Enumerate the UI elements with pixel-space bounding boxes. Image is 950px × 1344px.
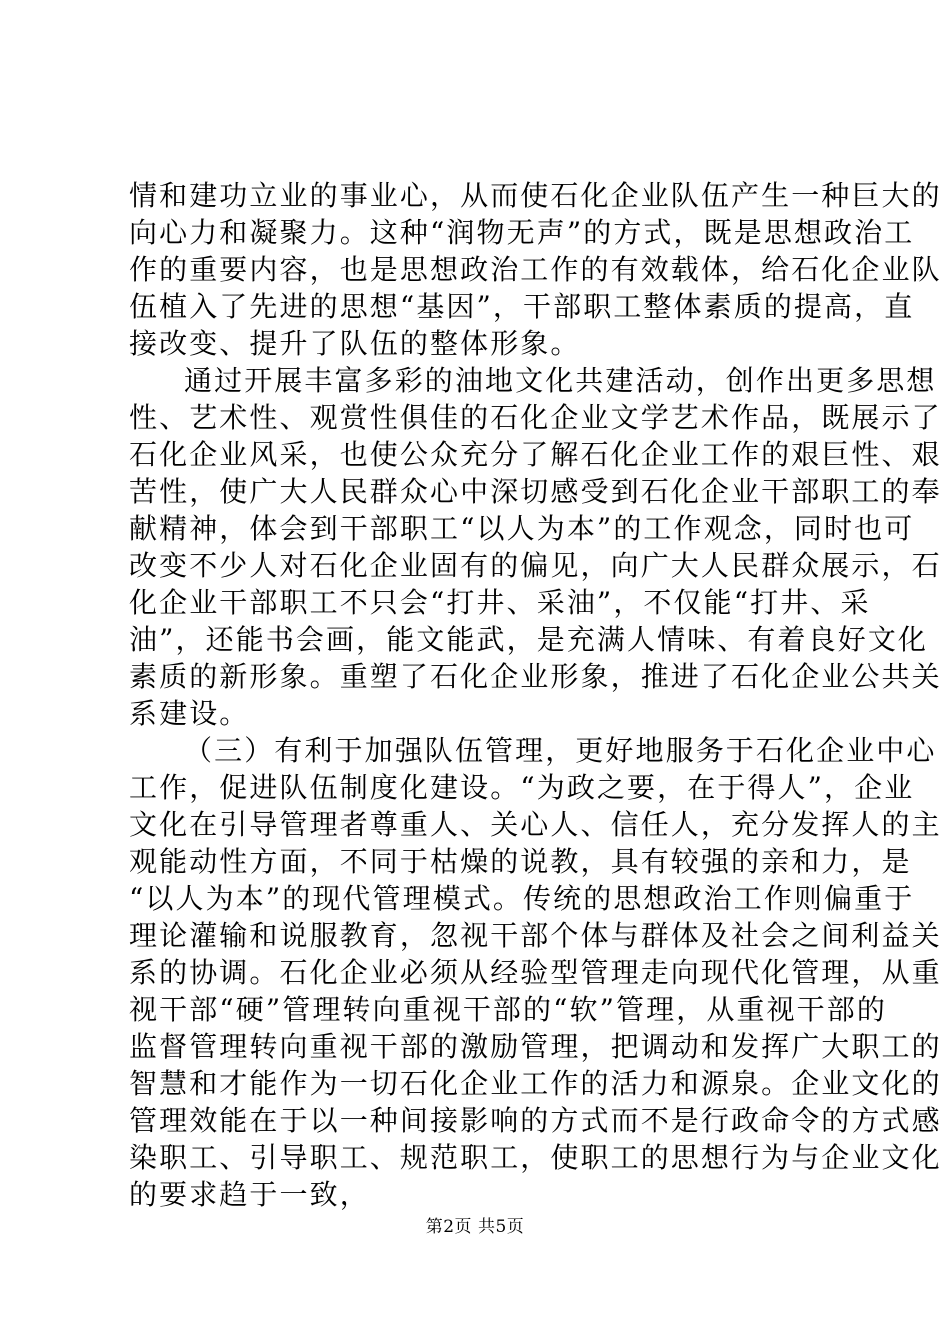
- body-text-line: 改变不少人对石化企业固有的偏见，向广大人民群众展示，石: [129, 549, 942, 582]
- body-text-line: 情和建功立业的事业心，从而使石化企业队伍产生一种巨大的: [129, 179, 942, 212]
- body-text-line: 接改变、提升了队伍的整体形象。: [129, 327, 581, 360]
- body-text-line: 献精神，体会到干部职工“以人为本”的工作观念，同时也可: [129, 512, 915, 545]
- body-text-line: 智慧和才能作为一切石化企业工作的活力和源泉。企业文化的: [129, 1067, 942, 1100]
- body-text-line: 作的重要内容，也是思想政治工作的有效载体，给石化企业队: [129, 253, 942, 286]
- body-text-line: 工作，促进队伍制度化建设。“为政之要，在于得人”，企业: [129, 771, 915, 804]
- body-text-line: 性、艺术性、观赏性俱佳的石化企业文学艺术作品，既展示了: [129, 401, 942, 434]
- paragraph-first-line: 通过开展丰富多彩的油地文化共建活动，创作出更多思想: [184, 364, 937, 397]
- body-text-line: 伍植入了先进的思想“基因”，干部职工整体素质的提高，直: [129, 290, 915, 323]
- body-text-line: 化企业干部职工不只会“打井、采油”，不仅能“打井、采: [129, 586, 871, 619]
- body-text-line: 监督管理转向重视干部的激励管理，把调动和发挥广大职工的: [129, 1030, 942, 1063]
- body-text-line: 系的协调。石化企业必须从经验型管理走向现代化管理，从重: [129, 956, 942, 989]
- body-text-line: 视干部“硬”管理转向重视干部的“软”管理，从重视干部的: [129, 993, 887, 1026]
- section-heading-line: （三）有利于加强队伍管理，更好地服务于石化企业中心: [184, 734, 937, 767]
- body-text-line: 油”，还能书会画，能文能武，是充满人情味、有着良好文化: [129, 623, 929, 656]
- body-text-line: 理论灌输和说服教育，忽视干部个体与群体及社会之间利益关: [129, 919, 942, 952]
- body-text-line: 染职工、引导职工、规范职工，使职工的思想行为与企业文化: [129, 1141, 942, 1174]
- body-text-line: 向心力和凝聚力。这种“润物无声”的方式，既是思想政治工: [129, 216, 915, 249]
- body-text-line: 苦性，使广大人民群众心中深切感受到石化企业干部职工的奉: [129, 475, 942, 508]
- body-text-line: 观能动性方面，不同于枯燥的说教，具有较强的亲和力，是: [129, 845, 912, 878]
- body-text-line: “以人为本”的现代管理模式。传统的思想政治工作则偏重于: [129, 882, 915, 915]
- page-number: 第2页 共5页: [425, 1217, 525, 1237]
- body-text-line: 的要求趋于一致，: [129, 1178, 370, 1211]
- body-text-line: 石化企业风采，也使公众充分了解石化企业工作的艰巨性、艰: [129, 438, 942, 471]
- body-text-line: 管理效能在于以一种间接影响的方式而不是行政命令的方式感: [129, 1104, 942, 1137]
- body-text-line: 文化在引导管理者尊重人、关心人、信任人，充分发挥人的主: [129, 808, 942, 841]
- body-text-line: 系建设。: [129, 697, 250, 730]
- body-text-line: 素质的新形象。重塑了石化企业形象，推进了石化企业公共关: [129, 660, 942, 693]
